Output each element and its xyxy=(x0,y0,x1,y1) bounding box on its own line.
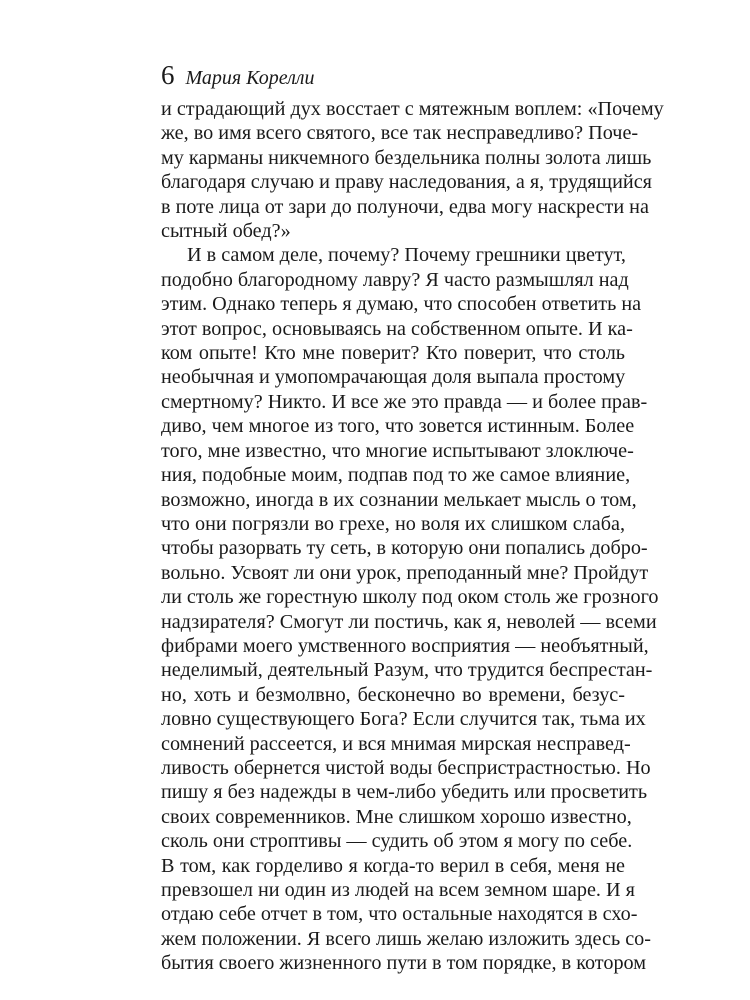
text-line: же, во имя всего святого, все так несправедливо? Поче- xyxy=(161,122,639,145)
text-line: ливость обернется чистой воды беспристрастностью. Но xyxy=(161,756,651,779)
text-line: сомнений рассеется, и вся мнимая мирская несправед- xyxy=(161,732,631,755)
text-line: превзошел ни один из людей на всем земном шаре. И я xyxy=(161,879,635,901)
text-line: И в самом деле, почему? Почему грешники цветут, xyxy=(187,244,626,267)
text-line: диво, чем многое из того, что зовется истинным. Более xyxy=(161,415,635,438)
text-line: сытный обед?» xyxy=(161,220,291,243)
page-number: 6 xyxy=(161,60,175,90)
running-title: Мария Корелли xyxy=(185,67,315,89)
text-line: ком опыте! Кто мне поверит? Кто поверит, что столь xyxy=(161,342,625,365)
text-line: в поте лица от зари до полуночи, едва могу наскрести на xyxy=(161,195,649,218)
text-line: отдаю себе отчет в том, что остальные находятся в схо- xyxy=(161,903,638,926)
text-line: благодаря случаю и праву наследования, а я, трудящийся xyxy=(161,171,652,194)
text-line: вольно. Усвоят ли они урок, преподанный мне? Пройдут xyxy=(161,561,649,584)
text-line: подобно благородному лавру? Я часто размышлял над xyxy=(161,268,629,291)
text-line: пишу я без надежды в чем-либо убедить или просветить xyxy=(161,781,648,804)
text-line: того, мне известно, что многие испытывают злоключе- xyxy=(161,439,634,462)
text-line: фибрами моего умственного восприятия — необъятный, xyxy=(161,634,649,657)
text-line: но, хоть и безмолвно, бесконечно во времени, безус- xyxy=(161,683,625,706)
text-line: чтобы разорвать ту сеть, в которую они попались добро- xyxy=(161,537,648,560)
body-text xyxy=(161,97,664,976)
text-line: ния, подобные моим, подпав под то же самое влияние, xyxy=(161,464,631,487)
text-line: сколь они строптивы — судить об этом я могу по себе. xyxy=(161,830,633,853)
running-head xyxy=(161,60,315,95)
text-line: своих современников. Мне слишком хорошо известно, xyxy=(161,805,632,828)
text-line: и страдающий дух восстает с мятежным воплем: «Почему xyxy=(161,98,664,120)
text-line: жем положении. Я всего лишь желаю изложить здесь со- xyxy=(161,927,651,950)
text-line: возможно, иногда в их сознании мелькает мысль о том, xyxy=(161,488,637,511)
text-line: смертному? Никто. И все же это правда — и более прав- xyxy=(161,390,648,413)
text-line: что они погрязли во грехе, но воля их слишком слаба, xyxy=(161,512,625,535)
text-line: В том, как горделиво я когда-то верил в себя, меня не xyxy=(161,854,625,877)
text-line: надзирателя? Смогут ли постичь, как я, неволей — всеми xyxy=(161,610,657,633)
text-line: ли столь же горестную школу под оком столь же грозного xyxy=(161,586,659,609)
text-line: неделимый, деятельный Разум, что трудится беспрестан- xyxy=(161,659,653,682)
text-line: бытия своего жизненного пути в том порядке, в котором xyxy=(161,952,647,975)
text-line: необычная и умопомрачающая доля выпала простому xyxy=(161,366,626,389)
text-line: этим. Однако теперь я думаю, что способен ответить на xyxy=(161,293,642,316)
text-line: ловно существующего Бога? Если случится так, тьма их xyxy=(161,708,646,731)
text-line: этот вопрос, основываясь на собственном опыте. И ка- xyxy=(161,317,633,340)
text-line: му карманы никчемного бездельника полны золота лишь xyxy=(161,146,652,169)
